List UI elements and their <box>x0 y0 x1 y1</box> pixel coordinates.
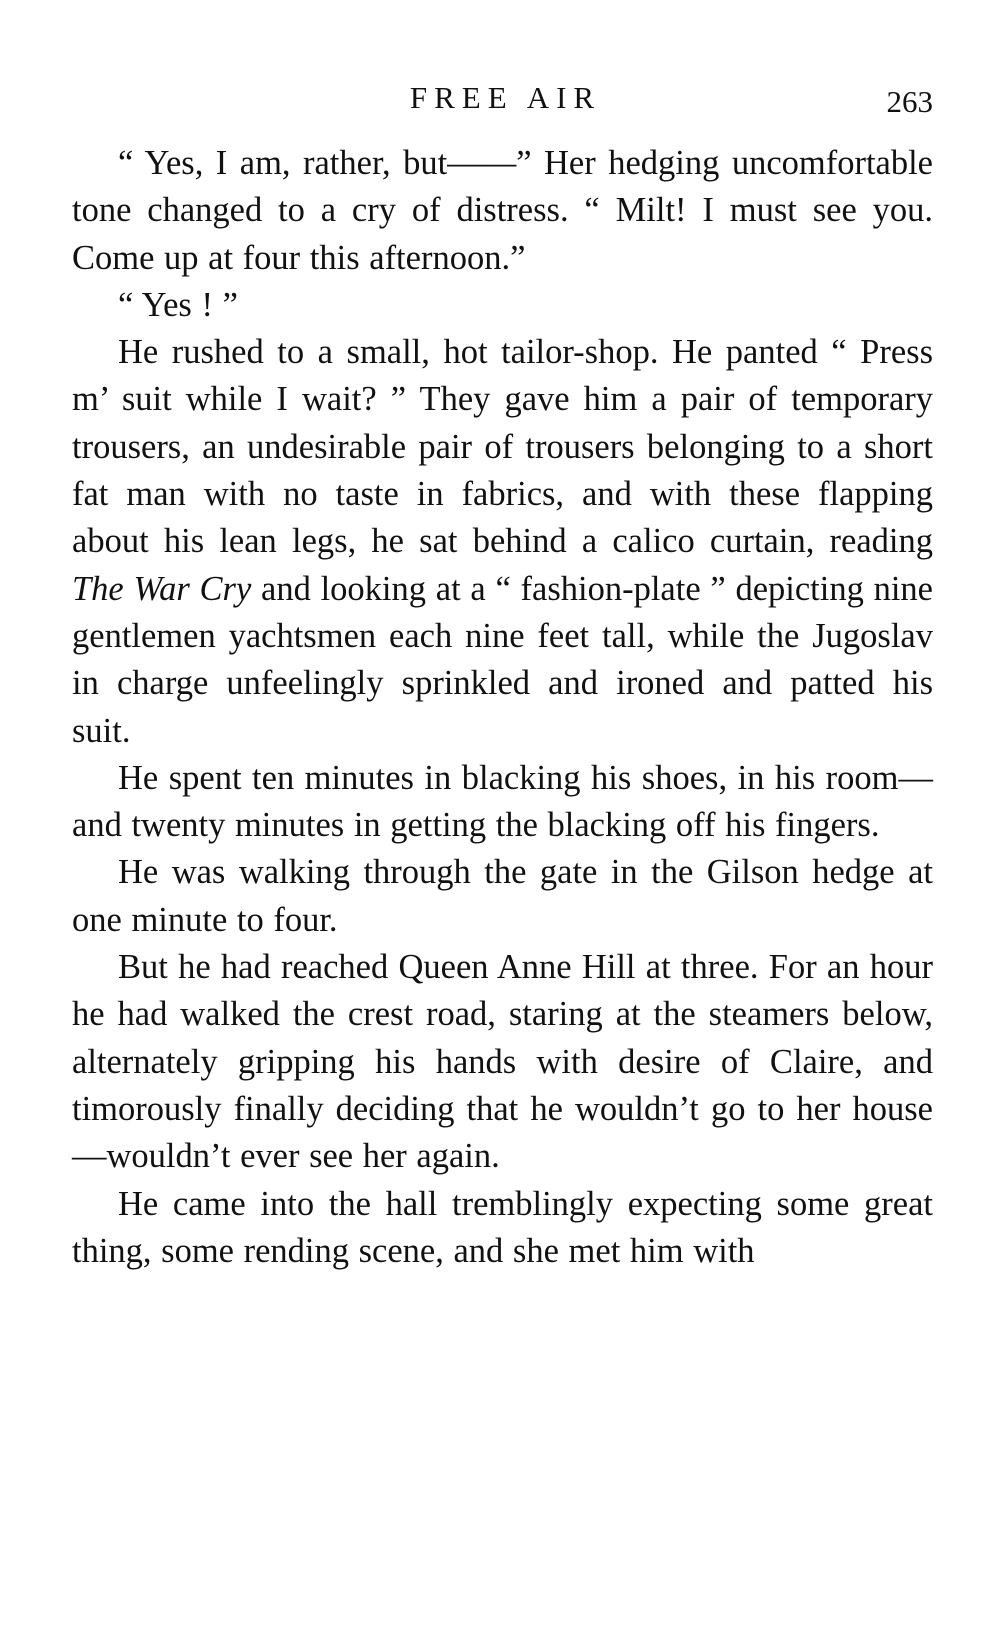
paragraph <box>72 944 933 1180</box>
paragraph-text: “ Yes ! ” <box>118 285 238 324</box>
paragraph <box>72 282 933 329</box>
paragraph <box>72 140 933 282</box>
paragraph <box>72 849 933 944</box>
body-text <box>72 140 933 1275</box>
paragraph-text: He rushed to a small, hot tailor-shop. He panted “ Press m’ suit while I wait? ” They gave him a pair of temporary trousers, an undesirable pair of trousers belonging to a short fat man with no taste in fabrics, and with these flapping about his lean legs, he sat behind a calico curtain, reading <box>72 333 933 561</box>
italic-title: The War Cry <box>72 569 252 608</box>
paragraph <box>72 1181 933 1276</box>
running-title: FREE AIR <box>409 80 602 115</box>
paragraph-text: He was walking through the gate in the Gilson hedge at one minute to four. <box>72 853 933 939</box>
paragraph <box>72 755 933 850</box>
paragraph-text: and looking at a “ fashion-plate ” depicting nine gentlemen yachtsmen each nine feet tall, while the Jugoslav in charge unfeelingly sprinkled and ironed and patted his suit. <box>72 569 933 750</box>
paragraph <box>72 329 933 755</box>
paragraph-text: He came into the hall tremblingly expecting some great thing, some rending scene, and she met him with <box>72 1184 933 1270</box>
paragraph-text: “ Yes, I am, rather, but——” Her hedging uncomfortable tone changed to a cry of distress. “ Milt! I must see you. Come up at four this afternoon.” <box>72 144 933 277</box>
running-head <box>78 80 933 126</box>
paragraph-text: He spent ten minutes in blacking his shoes, in his room—and twenty minutes in getting the blacking off his fingers. <box>72 758 933 845</box>
paragraph-text: But he had reached Queen Anne Hill at three. For an hour he had walked the crest road, staring at the steamers below, alternately gripping his hands with desire of Claire, and timorously finally deciding that he wouldn’t go to her house—wouldn’t ever see her again. <box>72 948 933 1176</box>
page-number: 263 <box>886 84 933 119</box>
